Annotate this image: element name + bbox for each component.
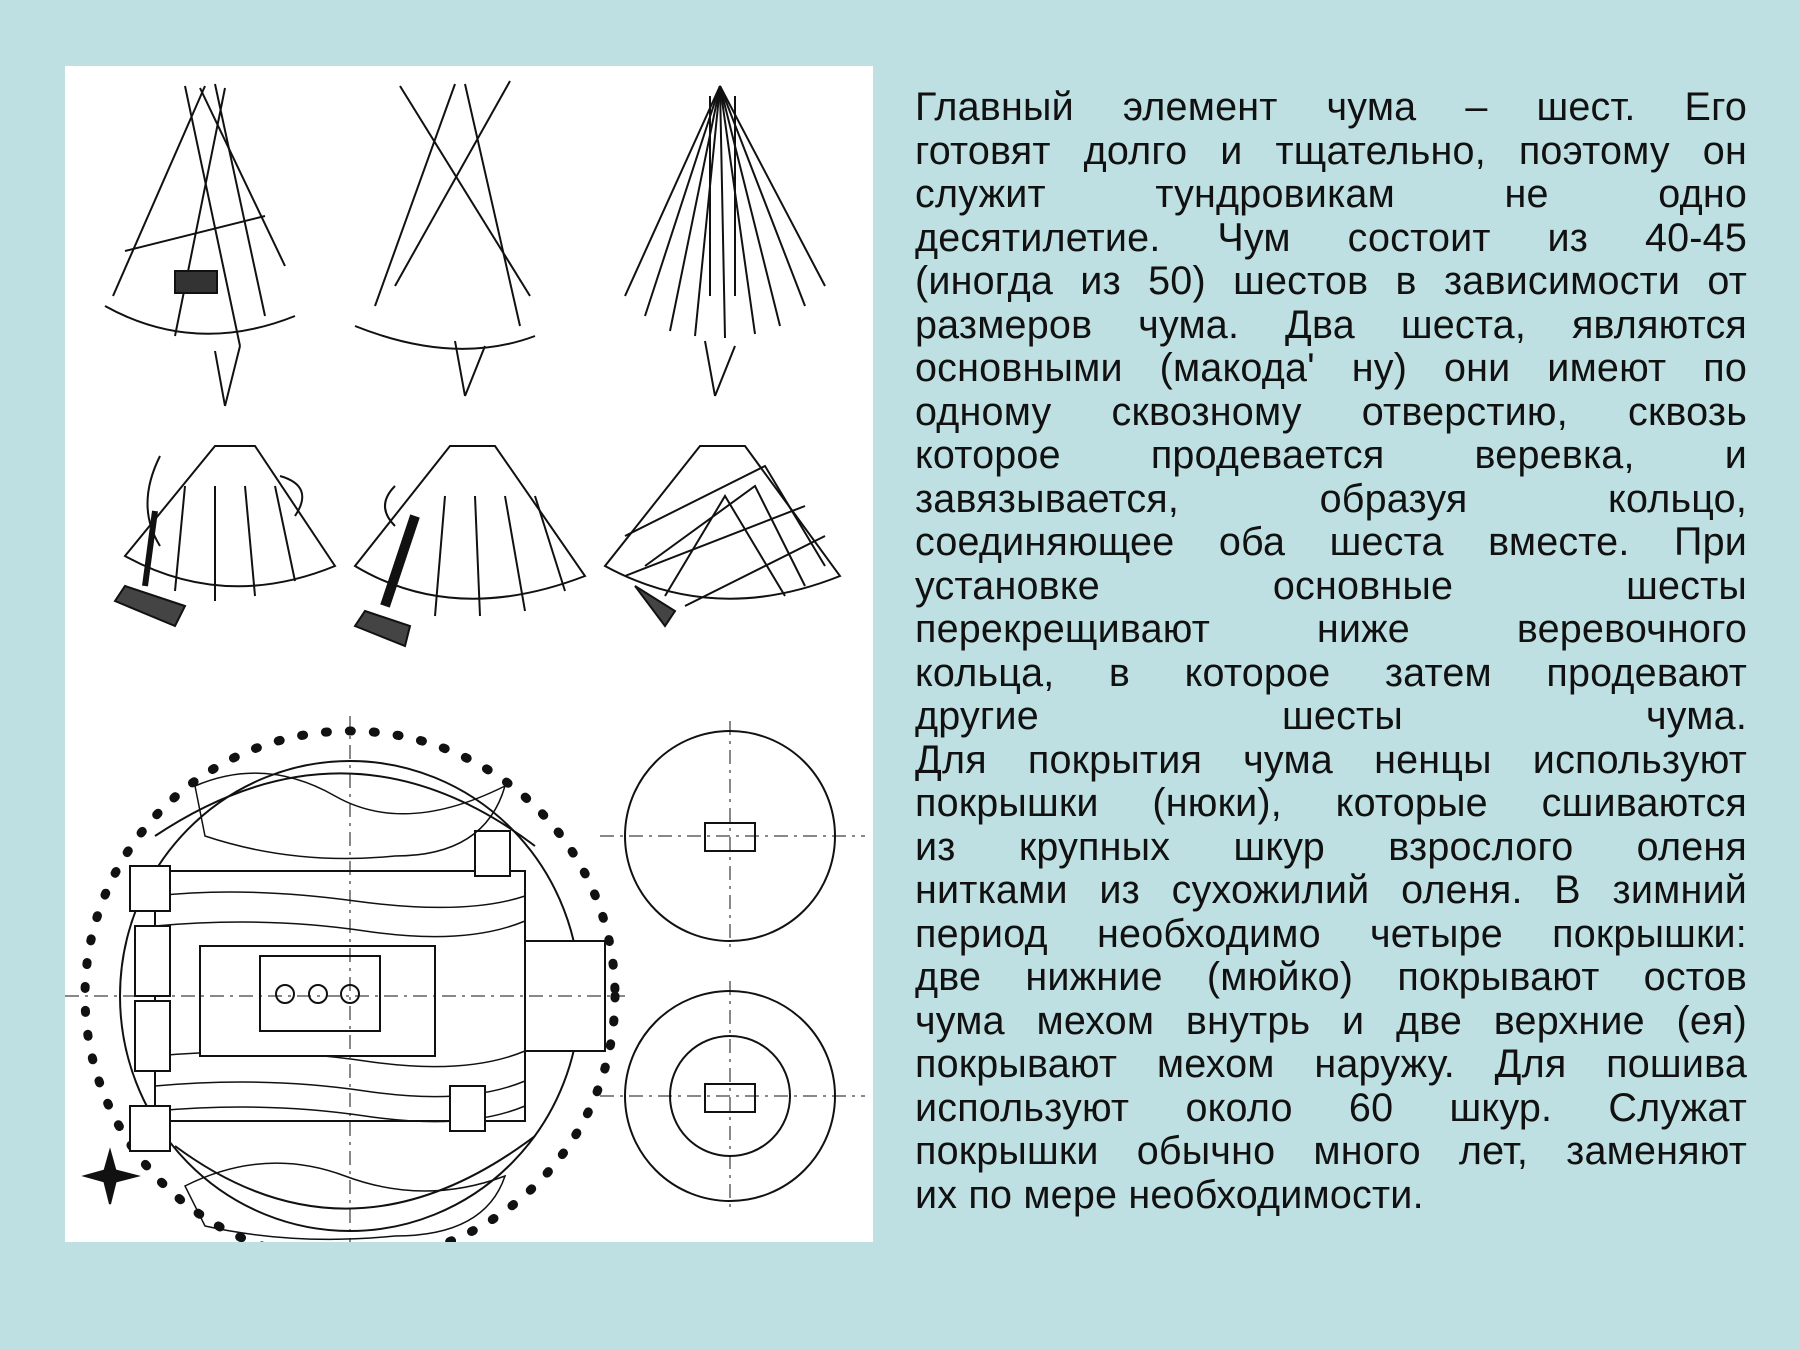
text-line: используют около 60 шкур. Служат	[915, 1085, 1747, 1130]
covered-chum-3	[605, 341, 840, 626]
text-line: нитками из сухожилий оленя. В зимний	[915, 868, 1747, 912]
text-line: соединяющее оба шеста вместе. При	[915, 520, 1747, 564]
section-diagram-top	[600, 721, 865, 951]
floor-plan	[65, 716, 625, 1242]
text-line: чума мехом внутрь и две верхние (ея)	[915, 998, 1747, 1043]
text-line: завязывается, образуя кольцо,	[915, 476, 1747, 521]
text-line: которое продевается веревка, и	[915, 433, 1747, 477]
text-line: покрывают мехом наружу. Для пошива	[915, 1042, 1747, 1086]
frame-drawing-2	[355, 81, 535, 349]
text-line: две нижние (мюйко) покрывают остов	[915, 955, 1747, 999]
frame-drawing-3	[625, 86, 825, 338]
text-line: (иногда из 50) шестов в зависимости от	[915, 259, 1747, 303]
text-line: основными (макода' ну) они имеют по	[915, 346, 1747, 390]
illustration-panel	[65, 66, 873, 1242]
text-line: кольца, в которое затем продевают	[915, 650, 1747, 695]
text-line: установке основные шесты	[915, 563, 1747, 608]
text-line: покрышки обычно много лет, заменяют	[915, 1129, 1747, 1173]
text-line: Для покрытия чума ненцы используют	[915, 737, 1747, 782]
text-line: другие шесты чума.	[915, 694, 1747, 738]
chum-drawings	[65, 66, 873, 1242]
text-line: служит тундровикам не одно	[915, 172, 1747, 216]
text-line: из крупных шкур взрослого оленя	[915, 824, 1747, 869]
description-text	[915, 86, 1747, 1217]
text-line: покрышки (нюки), которые сшиваются	[915, 781, 1747, 825]
section-diagram-bottom	[600, 981, 865, 1211]
text-line: их по мере необходимости.	[915, 1172, 1424, 1217]
text-line: размеров чума. Два шеста, являются	[915, 302, 1747, 347]
covered-chum-2	[355, 341, 585, 646]
covered-chum-1	[115, 346, 335, 626]
text-line: перекрещивают ниже веревочного	[915, 607, 1747, 651]
text-line: период необходимо четыре покрышки:	[915, 911, 1747, 956]
text-line: одному сквозному отверстию, сквозь	[915, 389, 1747, 434]
frame-drawing-1	[105, 84, 295, 346]
text-line: Главный элемент чума – шест. Его	[915, 85, 1747, 129]
text-line: готовят долго и тщательно, поэтому он	[915, 128, 1747, 173]
text-line: десятилетие. Чум состоит из 40-45	[915, 215, 1747, 260]
compass-rose-icon	[85, 1151, 137, 1204]
